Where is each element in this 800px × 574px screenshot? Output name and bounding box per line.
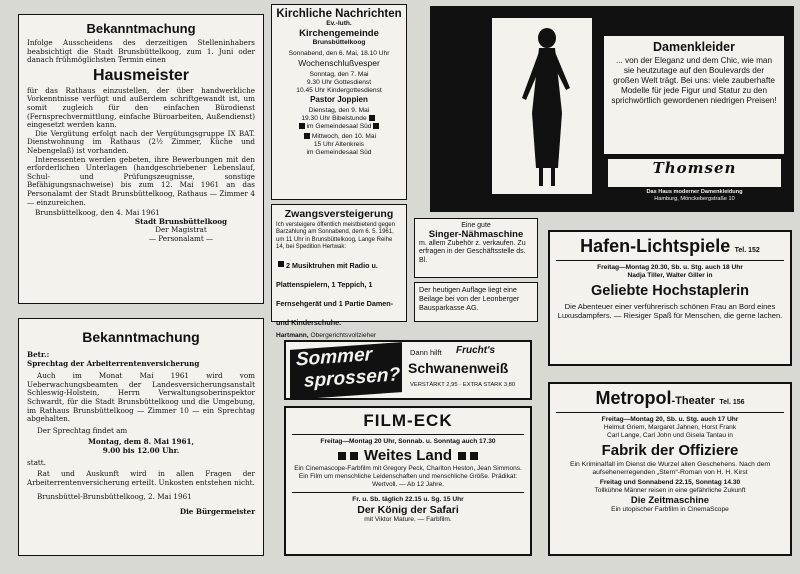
divider [556, 260, 784, 261]
ad2-l3: Sonntag, den 7. Mai [309, 71, 369, 78]
ad-sommersprossen [284, 340, 532, 400]
ad2-l9: im Gemeindesaal Süd [306, 123, 372, 130]
ad4-items: 2 Musiktruhen mit Radio u. Plattenspielern, 1 Teppich, 1 Fernsehgerät und 1 Partie Damen- und Kinderschuhe. [276, 261, 394, 328]
ad7-film: Geliebte Hochstaplerin [591, 283, 749, 299]
ad9-p1: Auch im Monat Mai 1961 wird vom Ueberwachungsbeamten der Landesversicherungsanstalt Schleswig-Holstein, Herrn Verwaltungsoberinspektor Schwardt, für die Stadt Brunsbüttelkoog und die Umgebung, im Rathaus Brunsbüttelkoog — Zimmer 10 — ein Sprechtag abgehalten. [27, 371, 255, 424]
ad9-place: Brunsbüttel-Brunsbüttelkoog, 2. Mai 1961 [37, 492, 192, 502]
ad7-desc: Die Abenteuer einer verführerisch schönen Frau an Bord eines Luxusdampfers. — Riesiger Spaß für Menschen, die gerne lachen. [557, 302, 783, 321]
sommersprossen-badge [290, 342, 402, 400]
ad-zwangsversteigerung [271, 204, 407, 340]
ad1-sig3: — Personalamt — [148, 233, 214, 243]
ad9-subject: Sprechtag der Arbeiterrentenversicherung [27, 358, 200, 368]
ad9-date2: 9.00 bis 12.00 Uhr. [102, 445, 180, 455]
ad-metropol-theater [548, 382, 792, 556]
ad11-film: Fabrik der Offiziere [601, 442, 739, 459]
ad9-p3: Rat und Auskunft wird in allen Fragen der Arbeiterrentenversicherung erteilt. Unkosten entstehen nicht. [27, 469, 255, 487]
ad3-brand: Thomsen [652, 159, 737, 177]
ad-sprechtag [18, 318, 264, 556]
ad4-p1: Ich versteigere öffentlich meistbietend gegen Barzahlung am Sonnabend, dem 6. 5. 1961, um 11 Uhr in Brunsbüttelkoog, Lange Reihe 14, bei Spedition Hertwak: [276, 222, 395, 250]
damenkleider-text-panel [604, 36, 784, 154]
ad8-brand2: Schwanenweiß [408, 360, 509, 376]
ad1-title: Bekanntmachung [86, 21, 196, 36]
fashion-panel [492, 18, 592, 194]
ad8-help: Dann hilft [410, 348, 442, 357]
ad10-film: Weites Land [363, 447, 453, 464]
ad8-brand1: Frucht's [456, 345, 496, 356]
ad10-times2: Fr. u. Sb. täglich 22.15 u. Sg. 15 Uhr [352, 496, 464, 503]
ad11-cast2: Carl Lange, Carl John und Gisela Tantau in [607, 432, 733, 439]
ad2-l4: 9.30 Uhr Gottesdienst [306, 79, 372, 86]
ad2-l1: Sonnabend, den 6. Mai, 18.10 Uhr [288, 50, 390, 57]
ad-damenkleider [430, 6, 794, 212]
ad10-cast2: mit Viktor Mature. — Farbfilm. [364, 516, 452, 523]
ad9-betr: Betr.: [27, 350, 50, 359]
ad9-title: Bekanntmachung [82, 329, 200, 345]
ad6-body: Der heutigen Auflage liegt eine Beilage bei von der Leonberger Bausparkasse AG. [419, 285, 520, 312]
bullet-icon [458, 452, 466, 460]
ad2-sub2: Kirchengemeinde [299, 28, 379, 39]
ad-hafen-lichtspiele [548, 230, 792, 366]
ad7-tel: Tel. 152 [734, 247, 760, 254]
ad2-l11: 15 Uhr Altenkreis [313, 141, 365, 148]
ad9-sig: Die Bürgermeister [179, 506, 255, 516]
ad10-times: Freitag—Montag 20 Uhr, Sonnab. u. Sonntag auch 17.30 [320, 438, 496, 445]
ad11-times2: Freitag und Sonnabend 22.15, Sonntag 14.30 [599, 479, 741, 487]
ad2-l8: 19.30 Uhr Bibelstunde [301, 115, 367, 122]
ad-singer [414, 218, 538, 278]
ad-hausmeister [18, 14, 264, 304]
divider [292, 434, 524, 435]
bullet-icon [338, 452, 346, 460]
ad5-body: m. allem Zubehör z. verkaufen. Zu erfragen in der Geschäftsstelle ds. Bl. [419, 240, 526, 264]
ad1-sig2: Der Magistrat [155, 225, 207, 235]
ad2-l5: 10.45 Uhr Kindergottesdienst [296, 87, 382, 94]
fashion-model-figure-icon [492, 18, 592, 194]
divider [556, 412, 784, 413]
ad8-price: VERSTÄRKT 2,95 · EXTRA STARK 3,80 [410, 382, 516, 388]
ad1-sig1: Stadt Brunsbüttelkoog [134, 216, 228, 226]
ad2-sub1: Ev.-luth. [326, 20, 352, 27]
ad3-tag1: Das Haus moderner Damenkleidung [646, 189, 743, 195]
ad2-l7: Dienstag, den 9. Mai [308, 107, 370, 114]
ad8-title2: sprossen? [304, 364, 401, 392]
divider [292, 492, 524, 493]
ad11-desc: Ein Kriminalfall im Dienst die Wurzel allen Geschehens. Nach dem aufsehenerregenden „Stern“-Roman von H. H. Kirst [569, 461, 771, 477]
ad11-desc2: Tollkühne Männer reisen in eine gefährliche Zukunft [594, 487, 746, 495]
ad10-film2: Der König der Safari [357, 504, 459, 516]
ad1-intro: Infolge Ausscheidens des derzeitigen Stelleninhabers beabsichtigt die Stadt Brunsbüttelkoog, zum 1. Juni oder danach frühmöglichsten Termin einen [27, 38, 255, 65]
ad4-title: Zwangsversteigerung [284, 208, 394, 220]
ad-film-eck [284, 406, 532, 556]
ad1-role: Hausmeister [92, 66, 190, 84]
thomsen-logo [607, 158, 782, 188]
ad11-times: Freitag—Montag 20, Sb. u. Stg. auch 17 Uhr [601, 416, 739, 423]
ad7-times: Freitag—Montag 20.30, Sb. u. Stg. auch 18 Uhr [597, 264, 743, 271]
ad11-title: Metropol [595, 388, 672, 408]
ad9-date1: Montag, dem 8. Mai 1961, [87, 437, 195, 447]
ad2-l10: Mittwoch, den 10. Mai [311, 133, 377, 140]
ad-church [271, 4, 407, 200]
ad11-film2: Die Zeitmaschine [630, 495, 710, 507]
bullet-icon [369, 115, 375, 121]
ad11-cast1: Helmut Griem, Margaret Jahnen, Horst Frank [603, 424, 737, 431]
ad9-statt: statt. [27, 457, 46, 467]
ad11-desc3: Ein utopischer Farbfilm in CinemaScope [611, 506, 729, 514]
ad10-title: FILM-ECK [363, 411, 453, 430]
ad8-title1: Sommer [296, 344, 373, 371]
ad5-title: Singer-Nähmaschine [428, 229, 524, 240]
ad2-l12: im Gemeindesaal Süd [306, 149, 372, 156]
ad2-l2: Wochenschlußvesper [298, 58, 380, 68]
ad1-p3: Interessenten werden gebeten, ihre Bewerbungen mit den erforderlichen Unterlagen (handgeschriebener Lebenslauf, Schul- und Prüfungszeugnisse, sonstige Befähigungsnachweise) bis zum 12. Mai 1961 an das Personalamt der Stadt Brunsbüttelkoog, Rathaus — Zimmer 4 — einzureichen. [27, 154, 255, 207]
ad4-sig: Hartmann, [276, 332, 309, 340]
ad3-body: ... von der Eleganz und dem Chic, wie man sie heutzutage auf den Boulevards der großen Welt trägt. Bei uns: viele zauberhafte Modelle für jede Figur und Statur zu den sprichwörtlich gewordenen niedrigen Preisen! [611, 56, 777, 105]
ad9-p2: Der Sprechtag findet am [37, 425, 128, 435]
ad2-place: Brunsbüttelkoog [312, 39, 366, 46]
bullet-icon [373, 123, 379, 129]
bullet-icon [470, 452, 478, 460]
ad3-title: Damenkleider [653, 40, 735, 54]
ad4-sigrole: Obergerichtsvollzieher [310, 332, 377, 340]
ad2-title: Kirchliche Nachrichten [276, 8, 402, 20]
ad2-l6: Pastor Joppien [310, 95, 368, 104]
bullet-icon [350, 452, 358, 460]
bullet-icon [304, 133, 310, 139]
ad7-title: Hafen-Lichtspiele [580, 236, 731, 256]
ad11-tel: Tel. 156 [719, 399, 745, 406]
ad-beilage [414, 282, 538, 322]
ad7-cast: Nadja Tiller, Walter Giller in [627, 272, 713, 279]
ad1-date: Brunsbüttelkoog, den 4. Mai 1961 [35, 208, 160, 218]
bullet-icon [278, 261, 284, 267]
bullet-icon [299, 123, 305, 129]
ad10-desc: Ein Cinemascope-Farbfilm mit Gregory Peck, Charlton Heston, Jean Simmons. Ein Film um menschliche Leidenschaften und menschliche Größe. Prädikat: Wertvoll. — Ab 12 Jahre. [294, 465, 522, 488]
ad3-tag2: Hamburg, Mönckebergstraße 10 [654, 196, 735, 202]
ad5-l1: Eine gute [461, 222, 491, 229]
ad1-p1: für das Rathaus einzustellen, der über handwerkliche Vorkenntnisse verfügt und außerdem schriftgewandt ist, um somit zugleich für den einfachen Bürodienst (Fernsprechvermittlung, einfache Büroarbeiten, Außendienst) eingesetzt werden kann. [27, 85, 255, 130]
ad1-p2: Die Vergütung erfolgt nach der Vergütungsgruppe IX BAT. Dienstwohnung im Rathaus (2½ Zimmer, Küche und Nebengelaß) ist vorhanden. [27, 128, 255, 155]
ad11-title2: -Theater [671, 395, 715, 407]
